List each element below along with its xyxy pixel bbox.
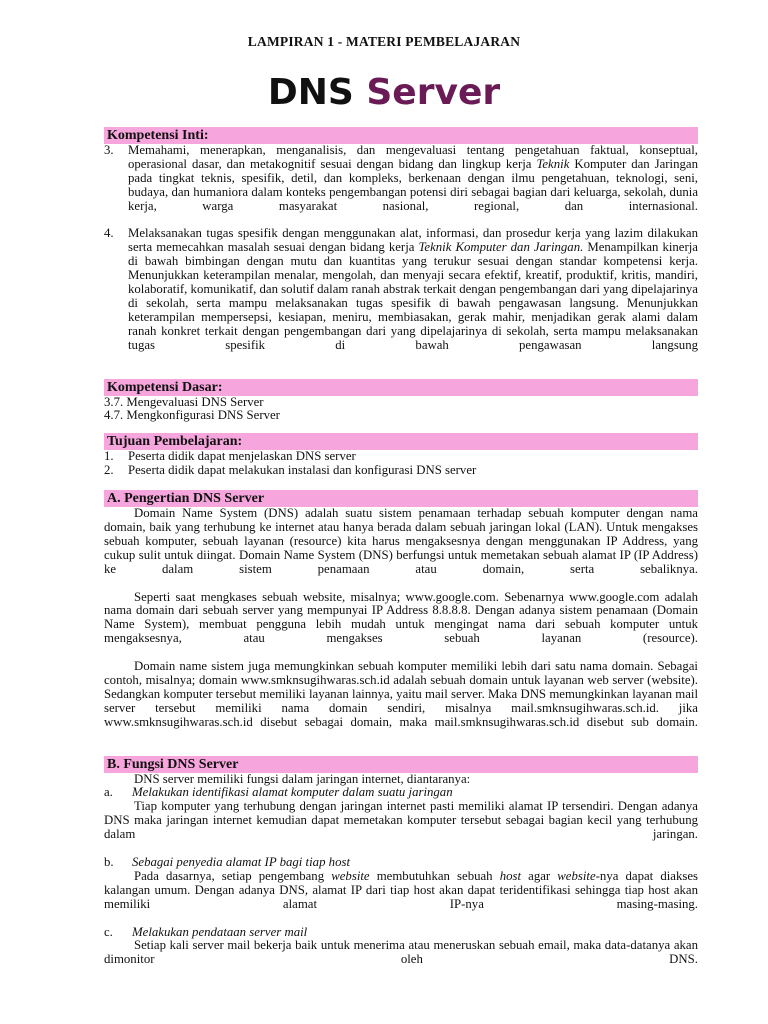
item-number: 1.	[104, 449, 114, 464]
item-text: Melaksanakan tugas spesifik dengan menggunakan alat, informasi, dan prosedur kerja yang lazim dilakukan serta memecahkan masalah sesuai dengan bidang kerja Teknik Komputer dan Jaringan. Menampilkan kinerja di bawah bimbingan dengan mutu dan kuantitas yang terukur sesuai dengan standar kompetensi kerja. Menunjukkan keterampilan menalar, mengolah, dan menyaji secara efektif, kreatif, produktif, kritis, mandiri, kolaboratif, komunikatif, dan solutif dalam ranah abstrak terkait dengan pengembangan dari yang dipelajarinya di sekolah, serta mampu melaksanakan tugas spesifik di bawah pengawasan langsung. Menunjukkan keterampilan mempersepsi, kesiapan, meniru, membiasakan, gerak mahir, menjadikan gerak alami dalam ranah konkret terkait dengan pengembangan dari yang dipelajarinya di sekolah, serta mampu melaksanakan tugas spesifik di bawah pengawasan langsung	[128, 226, 698, 352]
section-a-paragraph: Domain name sistem juga memungkinkan sebuah komputer memiliki lebih dari satu nama domain. Sebagai contoh, misalnya; domain www.smknsugihwaras.sch.id adalah sebuah domain untuk layanan web server (website). Sedangkan komputer tersebut memiliki layanan lainnya, yaitu mail server. Maka DNS memungkinkan layanan mail server tersebut memiliki nama domain sendiri, misalnya mail.smknsugihwaras.sch.id. jika www.smknsugihwaras.sch.id disebut sebagai domain, maka mail.smknsugihwaras.sch.id disebut sub domain.	[104, 659, 698, 729]
title-part-dns: DNS	[267, 72, 354, 113]
appendix-label: LAMPIRAN 1 - MATERI PEMBELAJARAN	[247, 34, 521, 49]
sub-letter: b.	[104, 854, 114, 869]
item-text: Memahami, menerapkan, menganalisis, dan mengevaluasi tentang pengetahuan faktual, konseptual, operasional dasar, dan metakognitif sesuai dengan bidang dan lingkup kerja Teknik Komputer dan Jaringan pada tingkat teknis, spesifik, detil, dan kompleks, berkenaan dengan ilmu pengetahuan, teknologi, seni, budaya, dan humaniora dalam konteks pengembangan potensi diri sebagai bagian dari keluarga, sekolah, dunia kerja, warga masyarakat nasional, regional, dan internasional.	[128, 143, 698, 213]
item-number: 3.	[104, 143, 114, 157]
section-b-subheading-c	[104, 926, 698, 940]
section-a-paragraph: Seperti saat mengkases sebuah website, misalnya; www.google.com. Sebenarnya www.google.com adalah nama domain dari sebuah server yang mempunyai IP Address 8.8.8.8. Dengan adanya sistem penamaan (Domain Name System), membuat pengguna lebih mudah untuk mengingat nama dari sebuah komputer untuk mengaksesnya, atau mengakses sebuah layanan (resource).	[104, 589, 698, 646]
kompetensi-dasar-item: 4.7. Mengkonfigurasi DNS Server	[104, 408, 280, 423]
content-body	[104, 127, 698, 981]
kompetensi-inti-item-4	[104, 227, 698, 366]
section-b-subheading-a	[104, 786, 698, 800]
tujuan-item	[104, 464, 698, 478]
section-b-subheading-b	[104, 856, 698, 870]
sub-title: Melakukan pendataan server mail	[132, 924, 308, 939]
sub-title: Sebagai penyedia alamat IP bagi tiap host	[132, 854, 350, 869]
section-b-heading: B. Fungsi DNS Server	[104, 756, 698, 773]
tujuan-item	[104, 450, 698, 464]
sub-letter: a.	[104, 785, 113, 800]
tujuan-heading: Tujuan Pembelajaran:	[104, 433, 698, 450]
sub-letter: c.	[104, 924, 113, 939]
kompetensi-dasar-heading: Kompetensi Dasar:	[104, 379, 698, 396]
item-text: Peserta didik dapat melakukan instalasi dan konfigurasi DNS server	[128, 463, 477, 478]
section-a-heading: A. Pengertian DNS Server	[104, 490, 698, 507]
item-number: 2.	[104, 463, 114, 478]
kompetensi-inti-heading: Kompetensi Inti:	[104, 127, 698, 144]
section-a-paragraph: Domain Name System (DNS) adalah suatu sistem penamaan terhadap sebuah komputer dengan nama domain, baik yang terhubung ke internet atau hanya berada dalam sebuah jaringan lokal (LAN). Untuk mengakses sebuah komputer, sebuah layanan (resource) kita harus mengaksesnya dengan menggunakan IP Address, yang cukup sulit untuk diingat. Domain Name System (DNS) berfungsi untuk memetakan sebuah alamat IP (IP Address) ke dalam sistem penamaan atau domain, serta sebaliknya.	[104, 506, 698, 576]
section-b-paragraph-c: Setiap kali server mail bekerja baik untuk menerima atau meneruskan sebuah email, maka data-datanya akan dimonitor oleh DNS.	[104, 938, 698, 967]
kompetensi-dasar-item: 3.7. Mengevaluasi DNS Server	[104, 394, 264, 409]
item-number: 4.	[104, 226, 114, 241]
document-title	[0, 68, 768, 118]
section-b-paragraph-b: Pada dasarnya, setiap pengembang website membutuhkan sebuah host agar website-nya dapat diakses kalangan umum. Dengan adanya DNS, alamat IP dari tiap host akan dapat teridentifikasi sehingga tiap host akan memiliki alamat IP-nya masing-masing.	[104, 868, 698, 911]
title-part-server: Server	[366, 72, 501, 113]
item-text: Peserta didik dapat menjelaskan DNS server	[128, 449, 356, 464]
sub-title: Melakukan identifikasi alamat komputer dalam suatu jaringan	[132, 785, 453, 800]
section-b-paragraph-a: Tiap komputer yang terhubung dengan jaringan internet pasti memiliki alamat IP tersendiri. Dengan adanya DNS maka jaringan internet kemudian dapat memetakan komputer tersebut sebagai bagian kecil yang terhubung dalam jaringan.	[104, 799, 698, 842]
section-b-intro: DNS server memiliki fungsi dalam jaringan internet, diantaranya:	[134, 771, 471, 786]
kompetensi-inti-item-3	[104, 144, 698, 227]
